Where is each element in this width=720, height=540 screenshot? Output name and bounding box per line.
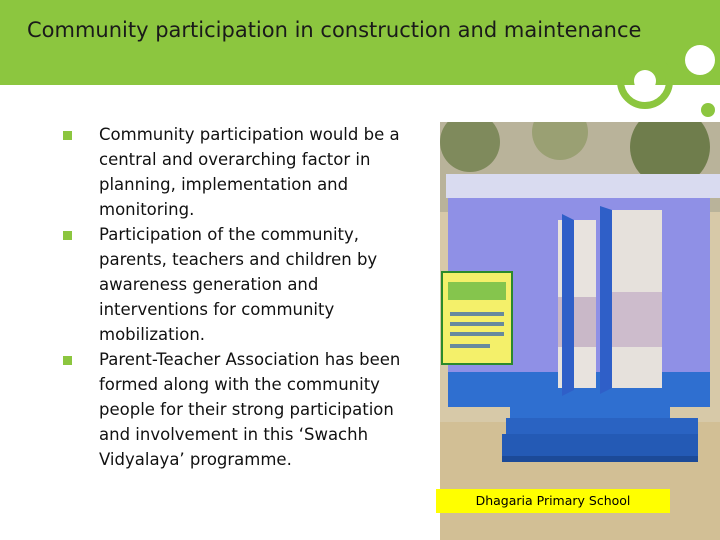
- decorative-circle-green: [701, 103, 715, 117]
- title-banner: [0, 0, 720, 85]
- square-bullet-icon: [63, 356, 72, 365]
- decorative-ring-center: [634, 70, 656, 92]
- decorative-circle-white: [685, 45, 715, 75]
- bullet-list: [60, 122, 412, 472]
- bullet-item: [60, 122, 412, 222]
- bullet-text: Community participation would be a central and overarching factor in planning, implementation and monitoring.: [99, 125, 400, 219]
- bullet-text: Parent-Teacher Association has been formed along with the community people for their strong participation and involvement in this ‘Swachh Vidyalaya’ programme.: [99, 350, 401, 469]
- square-bullet-icon: [63, 231, 72, 240]
- bullet-text: Participation of the community, parents, teachers and children by awareness generation and interventions for community mobilization.: [99, 225, 378, 344]
- bullet-item: [60, 347, 412, 472]
- photo-caption: Dhagaria Primary School: [436, 489, 670, 513]
- square-bullet-icon: [63, 131, 72, 140]
- slide-title: Community participation in construction and maintenance: [27, 18, 642, 42]
- photo-illustration: [440, 122, 720, 540]
- bullet-item: [60, 222, 412, 347]
- school-toilet-photo: [440, 122, 720, 540]
